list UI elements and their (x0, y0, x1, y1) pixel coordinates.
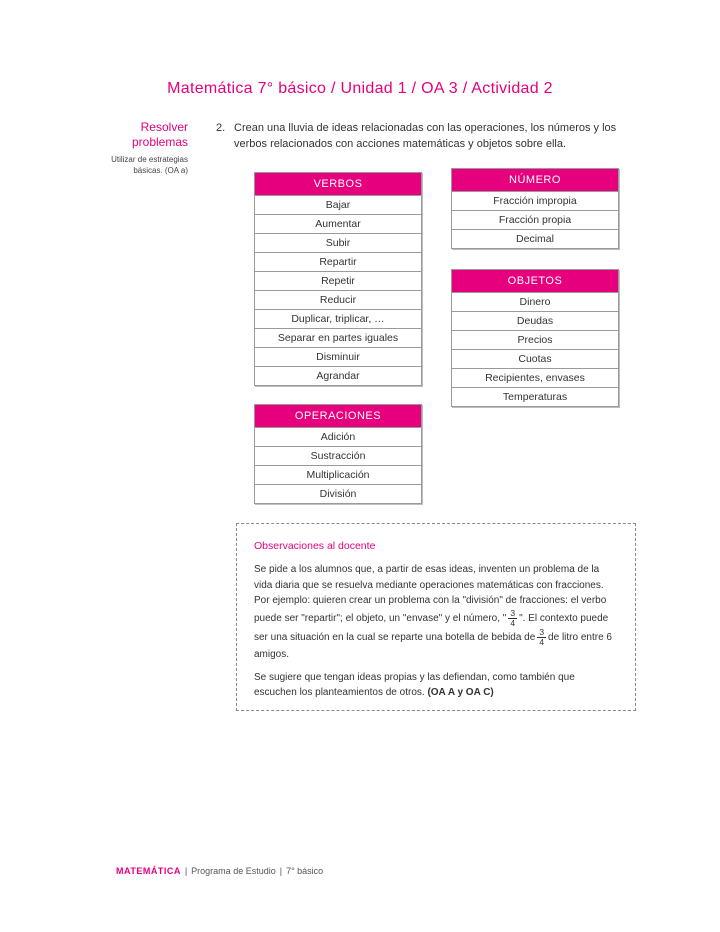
footer-grade: 7° básico (286, 866, 324, 876)
notes-text: Se sugiere que tengan ideas propias y las defiendan, como también que escuchen los planteamientos de otros. (254, 672, 575, 698)
objetos-table (451, 269, 619, 407)
table-row: Repartir (255, 252, 421, 271)
numero-header: NÚMERO (452, 169, 618, 191)
table-row: Separar en partes iguales (255, 328, 421, 347)
table-row: Fracción impropia (452, 191, 618, 210)
fraction-denominator: 4 (539, 636, 545, 647)
oa-reference: (OA A y OA C) (427, 687, 494, 698)
teacher-notes-title: Observaciones al docente (254, 540, 376, 552)
table-row: Temperaturas (452, 387, 618, 406)
operaciones-table (254, 404, 422, 504)
verbos-header: VERBOS (255, 173, 421, 195)
fraction-numerator: 3 (510, 607, 516, 618)
notes-text: de litro entre 6 amigos. (254, 631, 612, 660)
fraction (508, 609, 517, 628)
table-row: Recipientes, envases (452, 368, 618, 387)
page-footer (116, 866, 323, 876)
numero-table (451, 168, 619, 249)
footer-separator: | (279, 866, 283, 876)
activity-text: Crean una lluvia de ideas relacionadas con las operaciones, los números y los verbos relacionados con acciones matemáticas y objetos sobre ella. (234, 122, 617, 150)
table-row: Bajar (255, 195, 421, 214)
notes-text: Se pide a los alumnos que, a partir de esas ideas, inventen un problema de la vida diaria que se resuelva mediante operaciones matemáticas con fracciones. Por ejemplo: quieren crear un problema con la "división" de fracciones: el verbo puede ser "repartir"; el objeto, un "envase" y el número, " (254, 564, 607, 624)
page-title: Matemática 7° básico / Unidad 1 / OA 3 / Actividad 2 (167, 80, 553, 97)
table-row: Duplicar, triplicar, … (255, 309, 421, 328)
teacher-notes-box (236, 523, 636, 711)
skill-detail: Utilizar de estrategias básicas. (OA a) (111, 155, 188, 175)
table-row: Precios (452, 330, 618, 349)
table-row: Repetir (255, 271, 421, 290)
table-row: Subir (255, 233, 421, 252)
activity-number: 2. (216, 122, 226, 134)
notes-text: ". El contexto puede ser una situación en la cual se reparte una botella de bebida de (254, 612, 609, 643)
activity-instruction (216, 120, 626, 152)
footer-brand: MATEMÁTICA (116, 866, 181, 876)
footer-separator: | (184, 866, 188, 876)
table-row: Fracción propia (452, 210, 618, 229)
table-row: Cuotas (452, 349, 618, 368)
table-row: Deudas (452, 311, 618, 330)
operaciones-header: OPERACIONES (255, 405, 421, 427)
fraction (537, 628, 546, 647)
verbos-table (254, 172, 422, 386)
table-row: Adición (255, 427, 421, 446)
table-row: Decimal (452, 229, 618, 248)
fraction-numerator: 3 (539, 626, 545, 637)
teacher-notes-paragraph (254, 562, 619, 662)
skill-title: Resolver problemas (131, 120, 188, 149)
table-row: Aumentar (255, 214, 421, 233)
footer-program: Programa de Estudio (191, 866, 276, 876)
fraction-denominator: 4 (510, 617, 516, 628)
objetos-header: OBJETOS (452, 270, 618, 292)
table-row: División (255, 484, 421, 503)
table-row: Multiplicación (255, 465, 421, 484)
teacher-notes-suggestion (254, 670, 619, 700)
table-row: Disminuir (255, 347, 421, 366)
table-row: Agrandar (255, 366, 421, 385)
table-row: Dinero (452, 292, 618, 311)
table-row: Reducir (255, 290, 421, 309)
table-row: Sustracción (255, 446, 421, 465)
